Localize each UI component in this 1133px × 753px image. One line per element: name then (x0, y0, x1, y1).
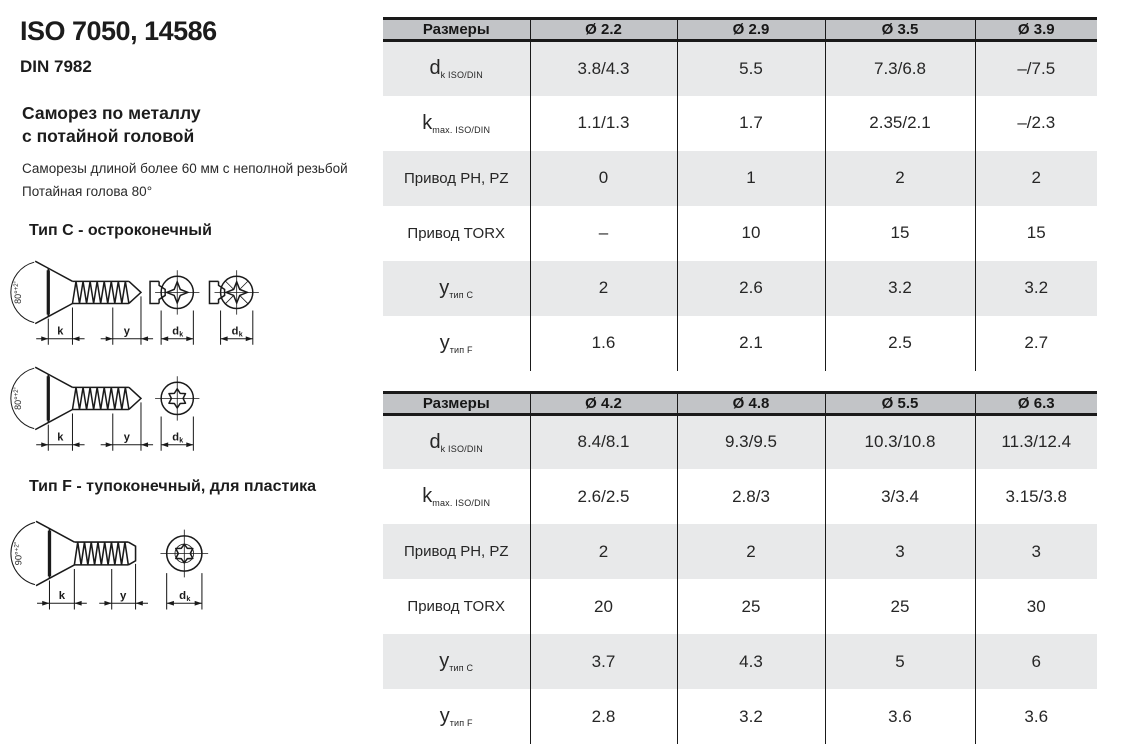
product-name-line2: с потайной головой (22, 126, 195, 146)
row-label-main: y (439, 705, 450, 727)
header-cell-diameter: Ø 5.5 (825, 392, 975, 414)
header-cell-diameter: Ø 2.2 (530, 19, 677, 41)
row-label-subscript: max. ISO/DIN (432, 124, 491, 135)
value-cell: 3.2 (677, 689, 825, 744)
product-description (22, 158, 348, 203)
table-row (383, 634, 1097, 689)
head-angle-label: 80° (13, 396, 24, 410)
value-cell: 2.35/2.1 (825, 96, 975, 151)
value-cell: 10.3/10.8 (825, 414, 975, 469)
row-label (383, 414, 530, 469)
section-heading-type-c: Тип C - остроконечный (29, 222, 212, 239)
value-cell: 3/3.4 (825, 469, 975, 524)
value-cell: 1.6 (530, 316, 677, 371)
value-cell: 2.1 (677, 316, 825, 371)
dim-dk-label: d (172, 431, 179, 444)
pz-recess-front-view-icon (209, 270, 258, 345)
value-cell: 3 (975, 524, 1097, 579)
row-label (383, 469, 530, 524)
header-cell-diameter: Ø 4.2 (530, 392, 677, 414)
row-label-main: Привод PH, PZ (403, 169, 509, 187)
info-panel (0, 0, 383, 753)
value-cell: 4.3 (677, 634, 825, 689)
table-row (383, 414, 1097, 469)
row-label-subscript: тип C (449, 289, 474, 300)
svg-text:80°+2° (13, 386, 23, 410)
value-cell: 6 (975, 634, 1097, 689)
value-cell: 2 (530, 261, 677, 316)
screw-side-view-type-c-icon (11, 367, 153, 451)
header-cell-diameter: Ø 6.3 (975, 392, 1097, 414)
value-cell: 3 (825, 524, 975, 579)
header-cell-dimensions: Размеры (383, 19, 530, 41)
dim-dk-sub-label: k (238, 331, 243, 339)
svg-text:90°+2° (13, 541, 23, 565)
value-cell: 3.2 (975, 261, 1097, 316)
type-c-drawing-ph-pz (8, 252, 280, 358)
row-label-subscript: тип F (449, 718, 473, 728)
value-cell: 2.8/3 (677, 469, 825, 524)
value-cell: 1.7 (677, 96, 825, 151)
value-cell: 2.6/2.5 (530, 469, 677, 524)
value-cell: 2.6 (677, 261, 825, 316)
row-label (383, 579, 530, 634)
head-angle-label: 80° (13, 290, 24, 304)
value-cell: 3.6 (825, 689, 975, 744)
value-cell: 9.3/9.5 (677, 414, 825, 469)
table-row (383, 524, 1097, 579)
value-cell: 1.1/1.3 (530, 96, 677, 151)
ph-recess-front-view-icon (150, 270, 199, 345)
value-cell: 3.7 (530, 634, 677, 689)
header-cell-diameter: Ø 4.8 (677, 392, 825, 414)
table-header-row (383, 392, 1097, 414)
table-row (383, 469, 1097, 524)
page-title: ISO 7050, 14586 (20, 16, 217, 46)
value-cell: 2.8 (530, 689, 677, 744)
dim-k-label: k (58, 590, 66, 603)
row-label-main: y (439, 650, 450, 672)
type-c-drawing-torx (8, 358, 280, 464)
row-label-main: k (422, 111, 433, 134)
value-cell: – (530, 206, 677, 261)
row-label (383, 206, 530, 261)
row-label-main: y (439, 276, 450, 299)
table-row (383, 41, 1097, 96)
value-cell: –/7.5 (975, 41, 1097, 96)
torx-recess-front-view-icon (160, 530, 208, 610)
value-cell: 2.5 (825, 316, 975, 371)
head-angle-label: 90° (13, 551, 24, 566)
table-row (383, 261, 1097, 316)
table-row (383, 96, 1097, 151)
header-cell-diameter: Ø 3.5 (825, 19, 975, 41)
row-label-subscript: тип F (449, 344, 473, 355)
row-label (383, 261, 530, 316)
head-angle-tolerance: +2° (13, 541, 21, 552)
table-row (383, 689, 1097, 744)
row-label (383, 151, 530, 206)
svg-text:80°+2° (13, 280, 23, 304)
dim-k-label: k (57, 431, 64, 444)
value-cell: 0 (530, 151, 677, 206)
row-label (383, 524, 530, 579)
row-label-main: k (422, 485, 433, 507)
din-standard: DIN 7982 (20, 57, 92, 76)
row-label-subscript: k ISO/DIN (440, 443, 483, 454)
row-label (383, 689, 530, 744)
screw-side-view-type-f-icon (11, 521, 148, 609)
value-cell: 3.15/3.8 (975, 469, 1097, 524)
table-header-row (383, 19, 1097, 41)
value-cell: 3.6 (975, 689, 1097, 744)
dim-dk-sub-label: k (179, 331, 184, 339)
row-label-subscript: max. ISO/DIN (432, 498, 491, 508)
header-cell-diameter: Ø 2.9 (677, 19, 825, 41)
value-cell: 15 (975, 206, 1097, 261)
dimensions-table-large-sizes (383, 391, 1097, 745)
row-label-main: Привод TORX (407, 598, 506, 615)
value-cell: 20 (530, 579, 677, 634)
dim-dk-label: d (172, 325, 179, 338)
value-cell: 25 (677, 579, 825, 634)
row-label-main: Привод PH, PZ (403, 543, 509, 560)
row-label (383, 316, 530, 371)
value-cell: 5.5 (677, 41, 825, 96)
value-cell: 11.3/12.4 (975, 414, 1097, 469)
row-label-main: y (439, 331, 450, 354)
value-cell: 30 (975, 579, 1097, 634)
description-line2: Потайная голова 80° (22, 183, 153, 199)
value-cell: 3.2 (825, 261, 975, 316)
dim-y-label: y (123, 325, 130, 338)
value-cell: 8.4/8.1 (530, 414, 677, 469)
value-cell: 5 (825, 634, 975, 689)
head-angle-tolerance: +2° (14, 280, 21, 291)
product-name-line1: Саморез по металлу (22, 103, 201, 123)
torx-recess-front-view-icon (155, 376, 199, 451)
head-angle-tolerance: +2° (14, 386, 21, 397)
value-cell: 25 (825, 579, 975, 634)
section-heading-type-f: Тип F - тупоконечный, для пластика (29, 478, 317, 495)
value-cell: 2 (677, 524, 825, 579)
dimensions-table-small-sizes (383, 17, 1097, 371)
value-cell: 15 (825, 206, 975, 261)
value-cell: 10 (677, 206, 825, 261)
dim-dk-sub-label: k (186, 594, 191, 604)
dim-k-label: k (57, 325, 64, 338)
value-cell: 2 (530, 524, 677, 579)
dimension-tables (383, 17, 1097, 744)
row-label (383, 634, 530, 689)
row-label (383, 41, 530, 96)
screw-side-view-type-c-icon (11, 261, 153, 345)
table-row (383, 206, 1097, 261)
row-label (383, 96, 530, 151)
row-label-main: Привод TORX (407, 224, 506, 242)
value-cell: 2 (975, 151, 1097, 206)
value-cell: –/2.3 (975, 96, 1097, 151)
description-line1: Саморезы длиной более 60 мм с неполной резьбой (22, 161, 348, 176)
row-label-main: d (429, 57, 441, 80)
value-cell: 2 (825, 151, 975, 206)
row-label-subscript: тип C (449, 663, 474, 673)
dim-y-label: y (123, 431, 130, 444)
dim-dk-sub-label: k (179, 437, 184, 445)
header-cell-diameter: Ø 3.9 (975, 19, 1097, 41)
product-name (22, 102, 201, 148)
row-label-subscript: k ISO/DIN (440, 70, 483, 81)
value-cell: 1 (677, 151, 825, 206)
table-row (383, 151, 1097, 206)
header-cell-dimensions: Размеры (383, 392, 530, 414)
table-row (383, 316, 1097, 371)
table-row (383, 579, 1097, 634)
type-f-drawing-torx (8, 512, 288, 624)
dim-y-label: y (119, 590, 127, 603)
dim-dk-label: d (231, 325, 239, 338)
value-cell: 7.3/6.8 (825, 41, 975, 96)
value-cell: 3.8/4.3 (530, 41, 677, 96)
dim-dk-label: d (179, 590, 187, 603)
row-label-main: d (429, 430, 441, 453)
value-cell: 2.7 (975, 316, 1097, 371)
